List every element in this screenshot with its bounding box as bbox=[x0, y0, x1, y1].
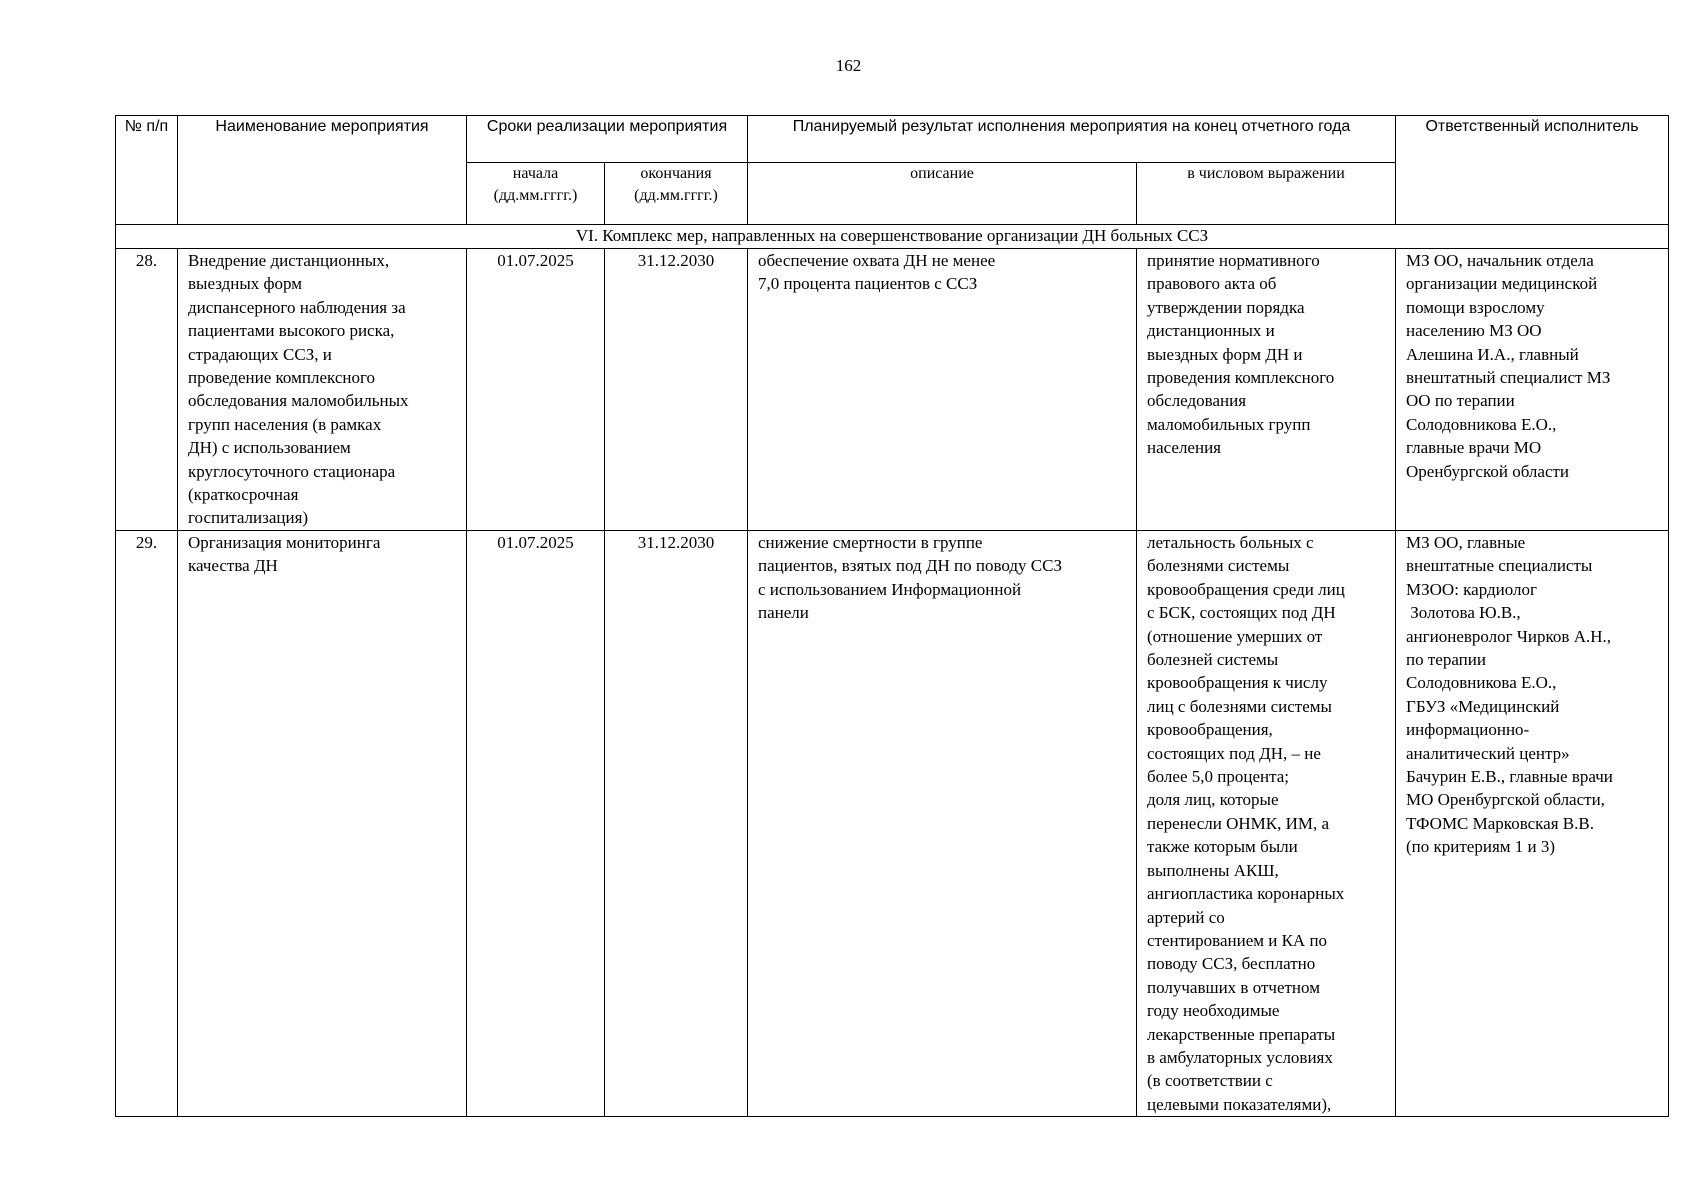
numeric-line: с БСК, состоящих под ДН bbox=[1147, 603, 1336, 623]
responsible-line: ОО по терапии bbox=[1406, 391, 1515, 411]
measure-name-line: ДН) с использованием bbox=[188, 438, 351, 458]
responsible bbox=[1396, 249, 1669, 531]
numeric-line: кровообращения среди лиц bbox=[1147, 579, 1345, 599]
responsible-line: Солодовникова Е.О., bbox=[1406, 673, 1557, 693]
measure-name bbox=[178, 249, 467, 531]
end-date: 31.12.2030 bbox=[605, 531, 748, 1117]
measure-name-line: Организация мониторинга bbox=[188, 533, 381, 552]
numeric-line: доля лиц, которые bbox=[1147, 790, 1279, 810]
measure-name-line: круглосуточного стационара bbox=[188, 461, 396, 481]
numeric-line: выполнены АКШ, bbox=[1147, 860, 1279, 880]
page-number: 162 bbox=[835, 56, 862, 75]
numeric-line: населения bbox=[1147, 438, 1221, 458]
numeric-line: поводу ССЗ, бесплатно bbox=[1147, 954, 1316, 974]
measure-name-line: групп населения (в рамках bbox=[188, 414, 382, 434]
responsible-line: населению МЗ ОО bbox=[1406, 321, 1542, 341]
responsible-line: Золотова Ю.В., bbox=[1406, 603, 1521, 623]
description-line: 7,0 процента пациентов с ССЗ bbox=[758, 274, 978, 294]
result-description bbox=[748, 249, 1137, 531]
description-line: с использованием Информационной bbox=[758, 579, 1022, 599]
table-row bbox=[116, 531, 1669, 1117]
numeric-line: кровообращения, bbox=[1147, 720, 1273, 740]
responsible bbox=[1396, 531, 1669, 1117]
header-description: описание bbox=[748, 163, 1137, 225]
responsible-line: ангионевролог Чирков А.Н., bbox=[1406, 626, 1612, 646]
numeric-line: в амбулаторных условиях bbox=[1147, 1047, 1333, 1067]
responsible-line: ГБУЗ «Медицинский bbox=[1406, 696, 1560, 716]
measure-name-line: обследования маломобильных bbox=[188, 391, 409, 411]
responsible-line: Солодовникова Е.О., bbox=[1406, 414, 1557, 434]
row-number: 29. bbox=[116, 531, 178, 1117]
responsible-line: МЗ ОО, главные bbox=[1406, 533, 1526, 552]
numeric-line: болезней системы bbox=[1147, 650, 1279, 670]
numeric-line: утверждении порядка bbox=[1147, 297, 1305, 317]
responsible-line: Алешина И.А., главный bbox=[1406, 344, 1579, 364]
numeric-line: лекарственные препараты bbox=[1147, 1024, 1336, 1044]
table-row bbox=[116, 249, 1669, 531]
numeric-line: стентированием и КА по bbox=[1147, 930, 1328, 950]
start-date: 01.07.2025 bbox=[467, 249, 605, 531]
section-title: VI. Комплекс мер, направленных на совершенствование организации ДН больных ССЗ bbox=[116, 225, 1669, 249]
numeric-line: принятие нормативного bbox=[1147, 251, 1320, 270]
row-number: 28. bbox=[116, 249, 178, 531]
responsible-line: МЗ ОО, начальник отдела bbox=[1406, 251, 1594, 270]
header-dates: Сроки реализации мероприятия bbox=[467, 116, 748, 163]
numeric-line: летальность больных с bbox=[1147, 533, 1314, 552]
responsible-line: Оренбургской области bbox=[1406, 461, 1570, 481]
end-date: 31.12.2030 bbox=[605, 249, 748, 531]
numeric-line: болезнями системы bbox=[1147, 556, 1290, 576]
header-end: окончания (дд.мм.гггг.) bbox=[605, 163, 748, 225]
numeric-line: ангиопластика коронарных bbox=[1147, 884, 1345, 904]
numeric-line: году необходимые bbox=[1147, 1001, 1280, 1021]
numeric-line: перенесли ОНМК, ИМ, а bbox=[1147, 813, 1330, 833]
numeric-line: проведения комплексного bbox=[1147, 368, 1335, 388]
description-line: обеспечение охвата ДН не менее bbox=[758, 251, 996, 270]
description-line: пациентов, взятых под ДН по поводу ССЗ bbox=[758, 556, 1062, 576]
result-description bbox=[748, 531, 1137, 1117]
responsible-line: внештатный специалист МЗ bbox=[1406, 368, 1611, 388]
measure-name-line: проведение комплексного bbox=[188, 368, 376, 388]
numeric-line: целевыми показателями), bbox=[1147, 1094, 1332, 1114]
description-line: панели bbox=[758, 603, 809, 623]
responsible-line: главные врачи МО bbox=[1406, 438, 1542, 458]
responsible-line: помощи взрослому bbox=[1406, 297, 1545, 317]
header-result: Планируемый результат исполнения мероприятия на конец отчетного года bbox=[748, 116, 1396, 163]
start-date: 01.07.2025 bbox=[467, 531, 605, 1117]
numeric-line: выездных форм ДН и bbox=[1147, 344, 1303, 364]
numeric-line: состоящих под ДН, – не bbox=[1147, 743, 1321, 763]
numeric-line: маломобильных групп bbox=[1147, 414, 1311, 434]
responsible-line: аналитический центр» bbox=[1406, 743, 1570, 763]
description-line: снижение смертности в группе bbox=[758, 533, 983, 552]
result-numeric bbox=[1137, 249, 1396, 531]
responsible-line: МЗОО: кардиолог bbox=[1406, 579, 1537, 599]
numeric-line: (отношение умерших от bbox=[1147, 626, 1323, 646]
measure-name-line: выездных форм bbox=[188, 274, 303, 294]
numeric-line: получавших в отчетном bbox=[1147, 977, 1320, 997]
measure-name-line: госпитализация) bbox=[188, 508, 309, 528]
header-numeric: в числовом выражении bbox=[1137, 163, 1396, 225]
responsible-line: информационно- bbox=[1406, 720, 1530, 740]
numeric-line: артерий со bbox=[1147, 907, 1225, 927]
responsible-line: организации медицинской bbox=[1406, 274, 1598, 294]
numeric-line: обследования bbox=[1147, 391, 1247, 411]
measures-table bbox=[115, 115, 1669, 1117]
header-start: начала (дд.мм.гггг.) bbox=[467, 163, 605, 225]
responsible-line: МО Оренбургской области, bbox=[1406, 790, 1605, 810]
responsible-line: внештатные специалисты bbox=[1406, 556, 1593, 576]
result-numeric bbox=[1137, 531, 1396, 1117]
measure-name bbox=[178, 531, 467, 1117]
header-number: № п/п bbox=[116, 116, 178, 225]
numeric-line: также которым были bbox=[1147, 837, 1298, 857]
measure-name-line: диспансерного наблюдения за bbox=[188, 297, 406, 317]
numeric-line: дистанционных и bbox=[1147, 321, 1275, 341]
numeric-line: лиц с болезнями системы bbox=[1147, 696, 1332, 716]
measure-name-line: пациентами высокого риска, bbox=[188, 321, 395, 341]
responsible-line: (по критериям 1 и 3) bbox=[1406, 837, 1556, 857]
responsible-line: по терапии bbox=[1406, 650, 1486, 670]
numeric-line: кровообращения к числу bbox=[1147, 673, 1328, 693]
header-responsible: Ответственный исполнитель bbox=[1396, 116, 1669, 225]
numeric-line: (в соответствии с bbox=[1147, 1071, 1273, 1091]
numeric-line: правового акта об bbox=[1147, 274, 1277, 294]
measure-name-line: Внедрение дистанционных, bbox=[188, 251, 390, 270]
measure-name-line: (краткосрочная bbox=[188, 485, 299, 505]
measure-name-line: страдающих ССЗ, и bbox=[188, 344, 332, 364]
responsible-line: Бачурин Е.В., главные врачи bbox=[1406, 767, 1613, 787]
measure-name-line: качества ДН bbox=[188, 556, 278, 576]
responsible-line: ТФОМС Марковская В.В. bbox=[1406, 813, 1594, 833]
header-name: Наименование мероприятия bbox=[178, 116, 467, 225]
numeric-line: более 5,0 процента; bbox=[1147, 767, 1289, 787]
